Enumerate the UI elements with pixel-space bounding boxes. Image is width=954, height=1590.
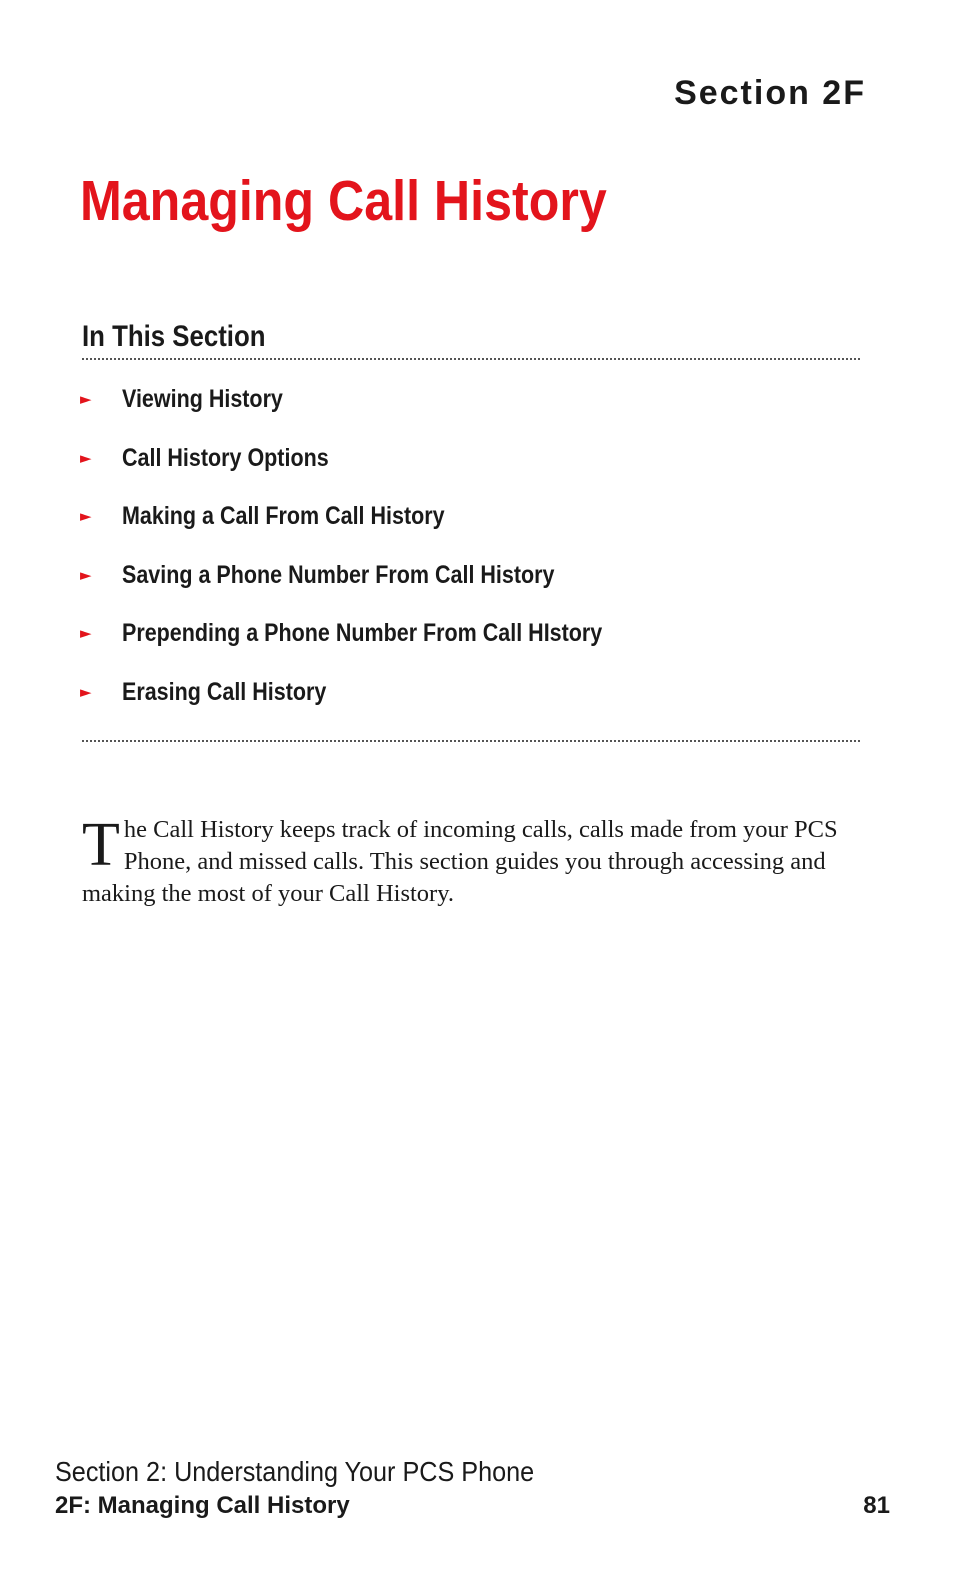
- list-item: [80, 673, 680, 732]
- topic-label: Prepending a Phone Number From Call HIstory: [122, 619, 603, 648]
- triangle-bullet-icon: ►: [80, 682, 92, 701]
- triangle-bullet-icon: ►: [80, 565, 92, 584]
- drop-cap: T: [82, 811, 120, 879]
- section-topic-list: [80, 380, 680, 732]
- triangle-bullet-icon: ►: [80, 624, 92, 643]
- topic-label: Making a Call From Call History: [122, 502, 445, 531]
- topic-label: Viewing History: [122, 385, 283, 413]
- list-item: [80, 439, 680, 498]
- page-title: Managing Call History: [80, 169, 607, 233]
- topic-label: Erasing Call History: [122, 677, 327, 706]
- list-item: [80, 497, 680, 556]
- in-this-section-heading: In This Section: [82, 320, 266, 353]
- topic-label: Saving a Phone Number From Call History: [122, 560, 555, 589]
- footer-chapter-title: 2F: Managing Call History: [55, 1492, 350, 1519]
- list-item: [80, 380, 680, 439]
- dotted-divider-top: [82, 358, 860, 360]
- dotted-divider-bottom: [82, 740, 860, 742]
- intro-paragraph: [82, 811, 862, 910]
- topic-label: Call History Options: [122, 443, 329, 472]
- intro-text: he Call History keeps track of incoming calls, calls made from your PCS Phone, and missed calls. This section guides you through accessing and making the most of your Call History.: [82, 816, 838, 907]
- triangle-bullet-icon: ►: [80, 390, 92, 408]
- triangle-bullet-icon: ►: [80, 507, 92, 526]
- section-label: Section 2F: [674, 74, 866, 112]
- footer-section-title: Section 2: Understanding Your PCS Phone: [55, 1456, 535, 1487]
- list-item: [80, 556, 680, 615]
- list-item: [80, 614, 680, 673]
- page-number: 81: [863, 1492, 890, 1519]
- triangle-bullet-icon: ►: [80, 448, 92, 467]
